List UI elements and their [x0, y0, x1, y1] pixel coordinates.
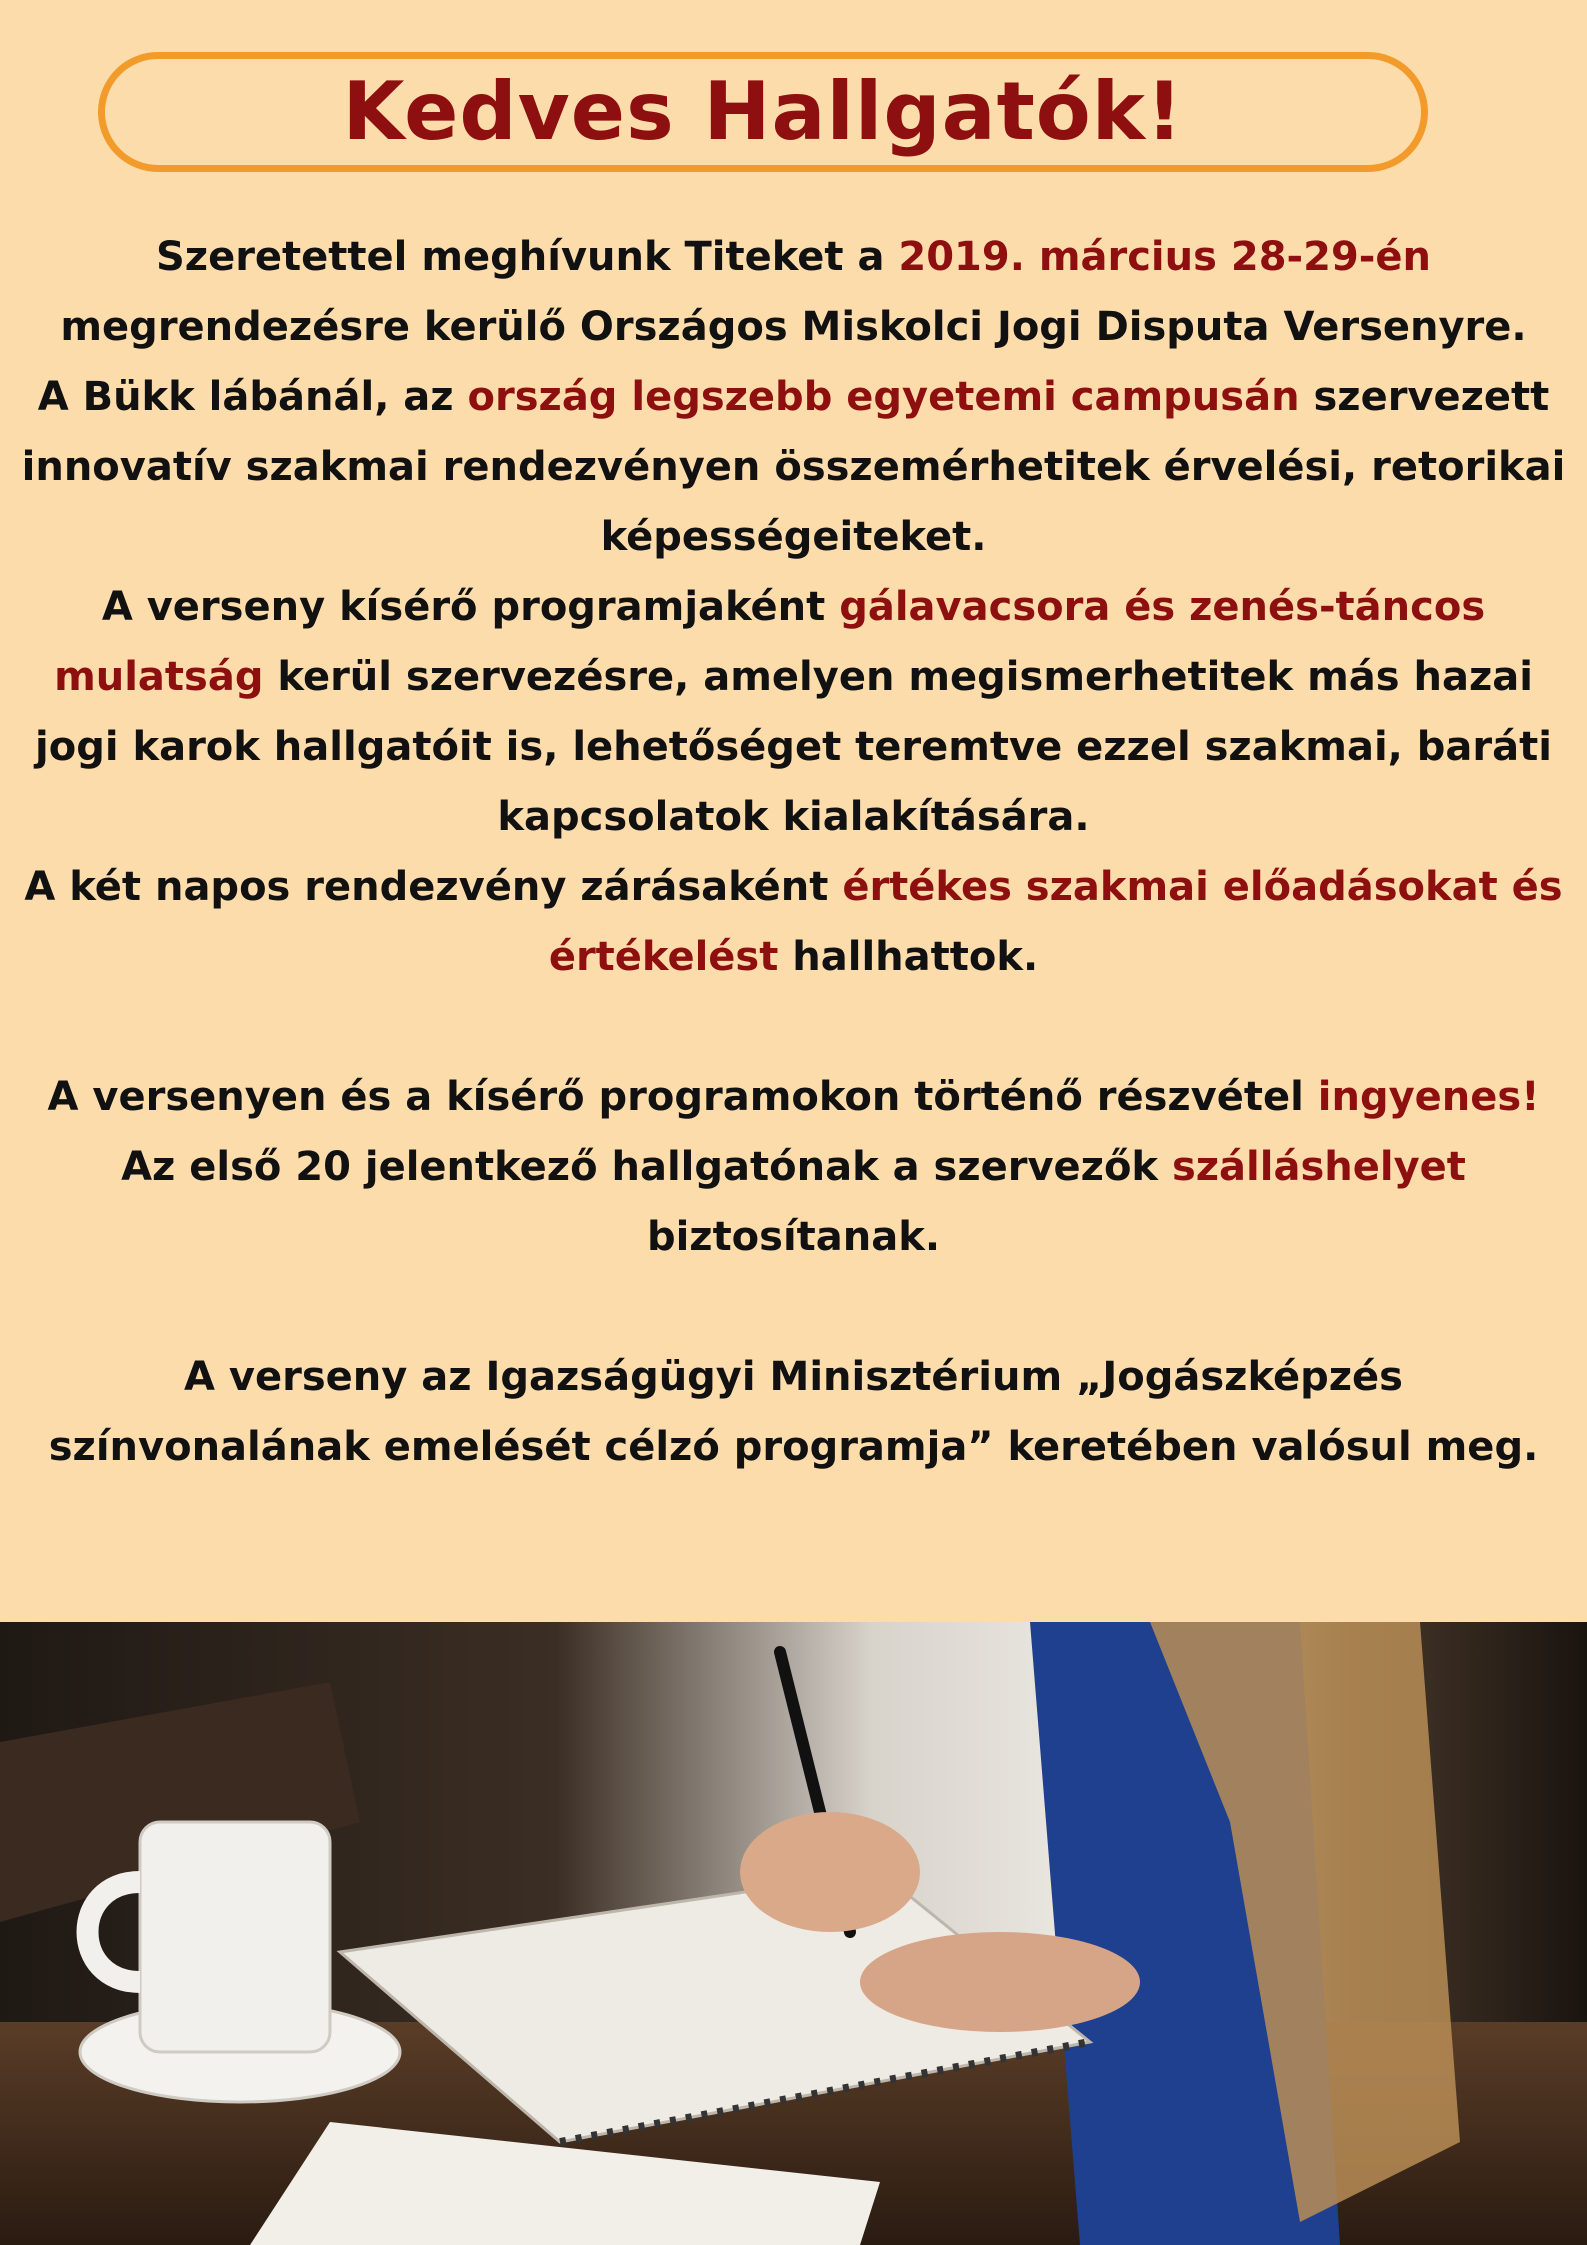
highlighted-text: ingyenes!: [1317, 1074, 1540, 1120]
body-paragraph: [20, 1342, 1567, 1482]
body-text-segment: Az első 20 jelentkező hallgatónak a szervezők: [121, 1144, 1172, 1190]
highlighted-text: gálavacsora és zenés-táncos mulatság: [54, 584, 1486, 700]
invitation-body: [20, 222, 1567, 1482]
photo-illustration: [0, 1622, 1587, 2245]
body-paragraph: [20, 222, 1567, 362]
body-text-segment: Szeretettel meghívunk Titeket a: [155, 234, 899, 280]
body-text-segment: A verseny az Igazságügyi Minisztérium „Jogászképzés színvonalának emelését célzó programja” keretében valósul meg.: [48, 1354, 1539, 1470]
body-text-segment: hallhattok.: [778, 934, 1039, 980]
resting-hand-shape: [860, 1932, 1140, 2032]
body-text-segment: kerül szervezésre, amelyen megismerhetitek más hazai jogi karok hallgatóit is, lehetőséget teremtve ezzel szakmai, baráti kapcsolatok kialakítására.: [35, 654, 1552, 840]
body-text-segment: A versenyen és a kísérő programokon történő részvétel: [47, 1074, 1318, 1120]
page-title: Kedves Hallgatók!: [342, 65, 1184, 158]
highlighted-text: értékes szakmai előadásokat és értékelést: [548, 864, 1563, 980]
body-text-segment: megrendezésre kerülő Országos Miskolci Jogi Disputa Versenyre.: [60, 304, 1527, 350]
title-frame: [98, 52, 1428, 172]
body-text-segment: szervezett innovatív szakmai rendezvényen összemérhetitek érvelési, retorikai képességeiteket.: [21, 374, 1566, 560]
writing-hand-shape: [740, 1812, 920, 1932]
body-paragraph: [20, 362, 1567, 572]
body-paragraph: [20, 572, 1567, 852]
coffee-cup-shape: [140, 1822, 330, 2052]
body-paragraph: [20, 1062, 1567, 1272]
body-text-segment: A Bükk lábánál, az: [37, 374, 468, 420]
highlighted-text: ország legszebb egyetemi campusán: [467, 374, 1300, 420]
body-paragraph: [20, 852, 1567, 992]
body-text-segment: biztosítanak.: [646, 1214, 941, 1260]
paragraph-spacer: [20, 992, 1567, 1062]
paragraph-spacer: [20, 1272, 1567, 1342]
highlighted-text: szálláshelyet: [1171, 1144, 1466, 1190]
body-text-segment: A verseny kísérő programjaként: [101, 584, 840, 630]
highlighted-text: 2019. március 28-29-én: [898, 234, 1431, 280]
students-photo: [0, 1622, 1587, 2245]
body-text-segment: A két napos rendezvény zárásaként: [24, 864, 843, 910]
